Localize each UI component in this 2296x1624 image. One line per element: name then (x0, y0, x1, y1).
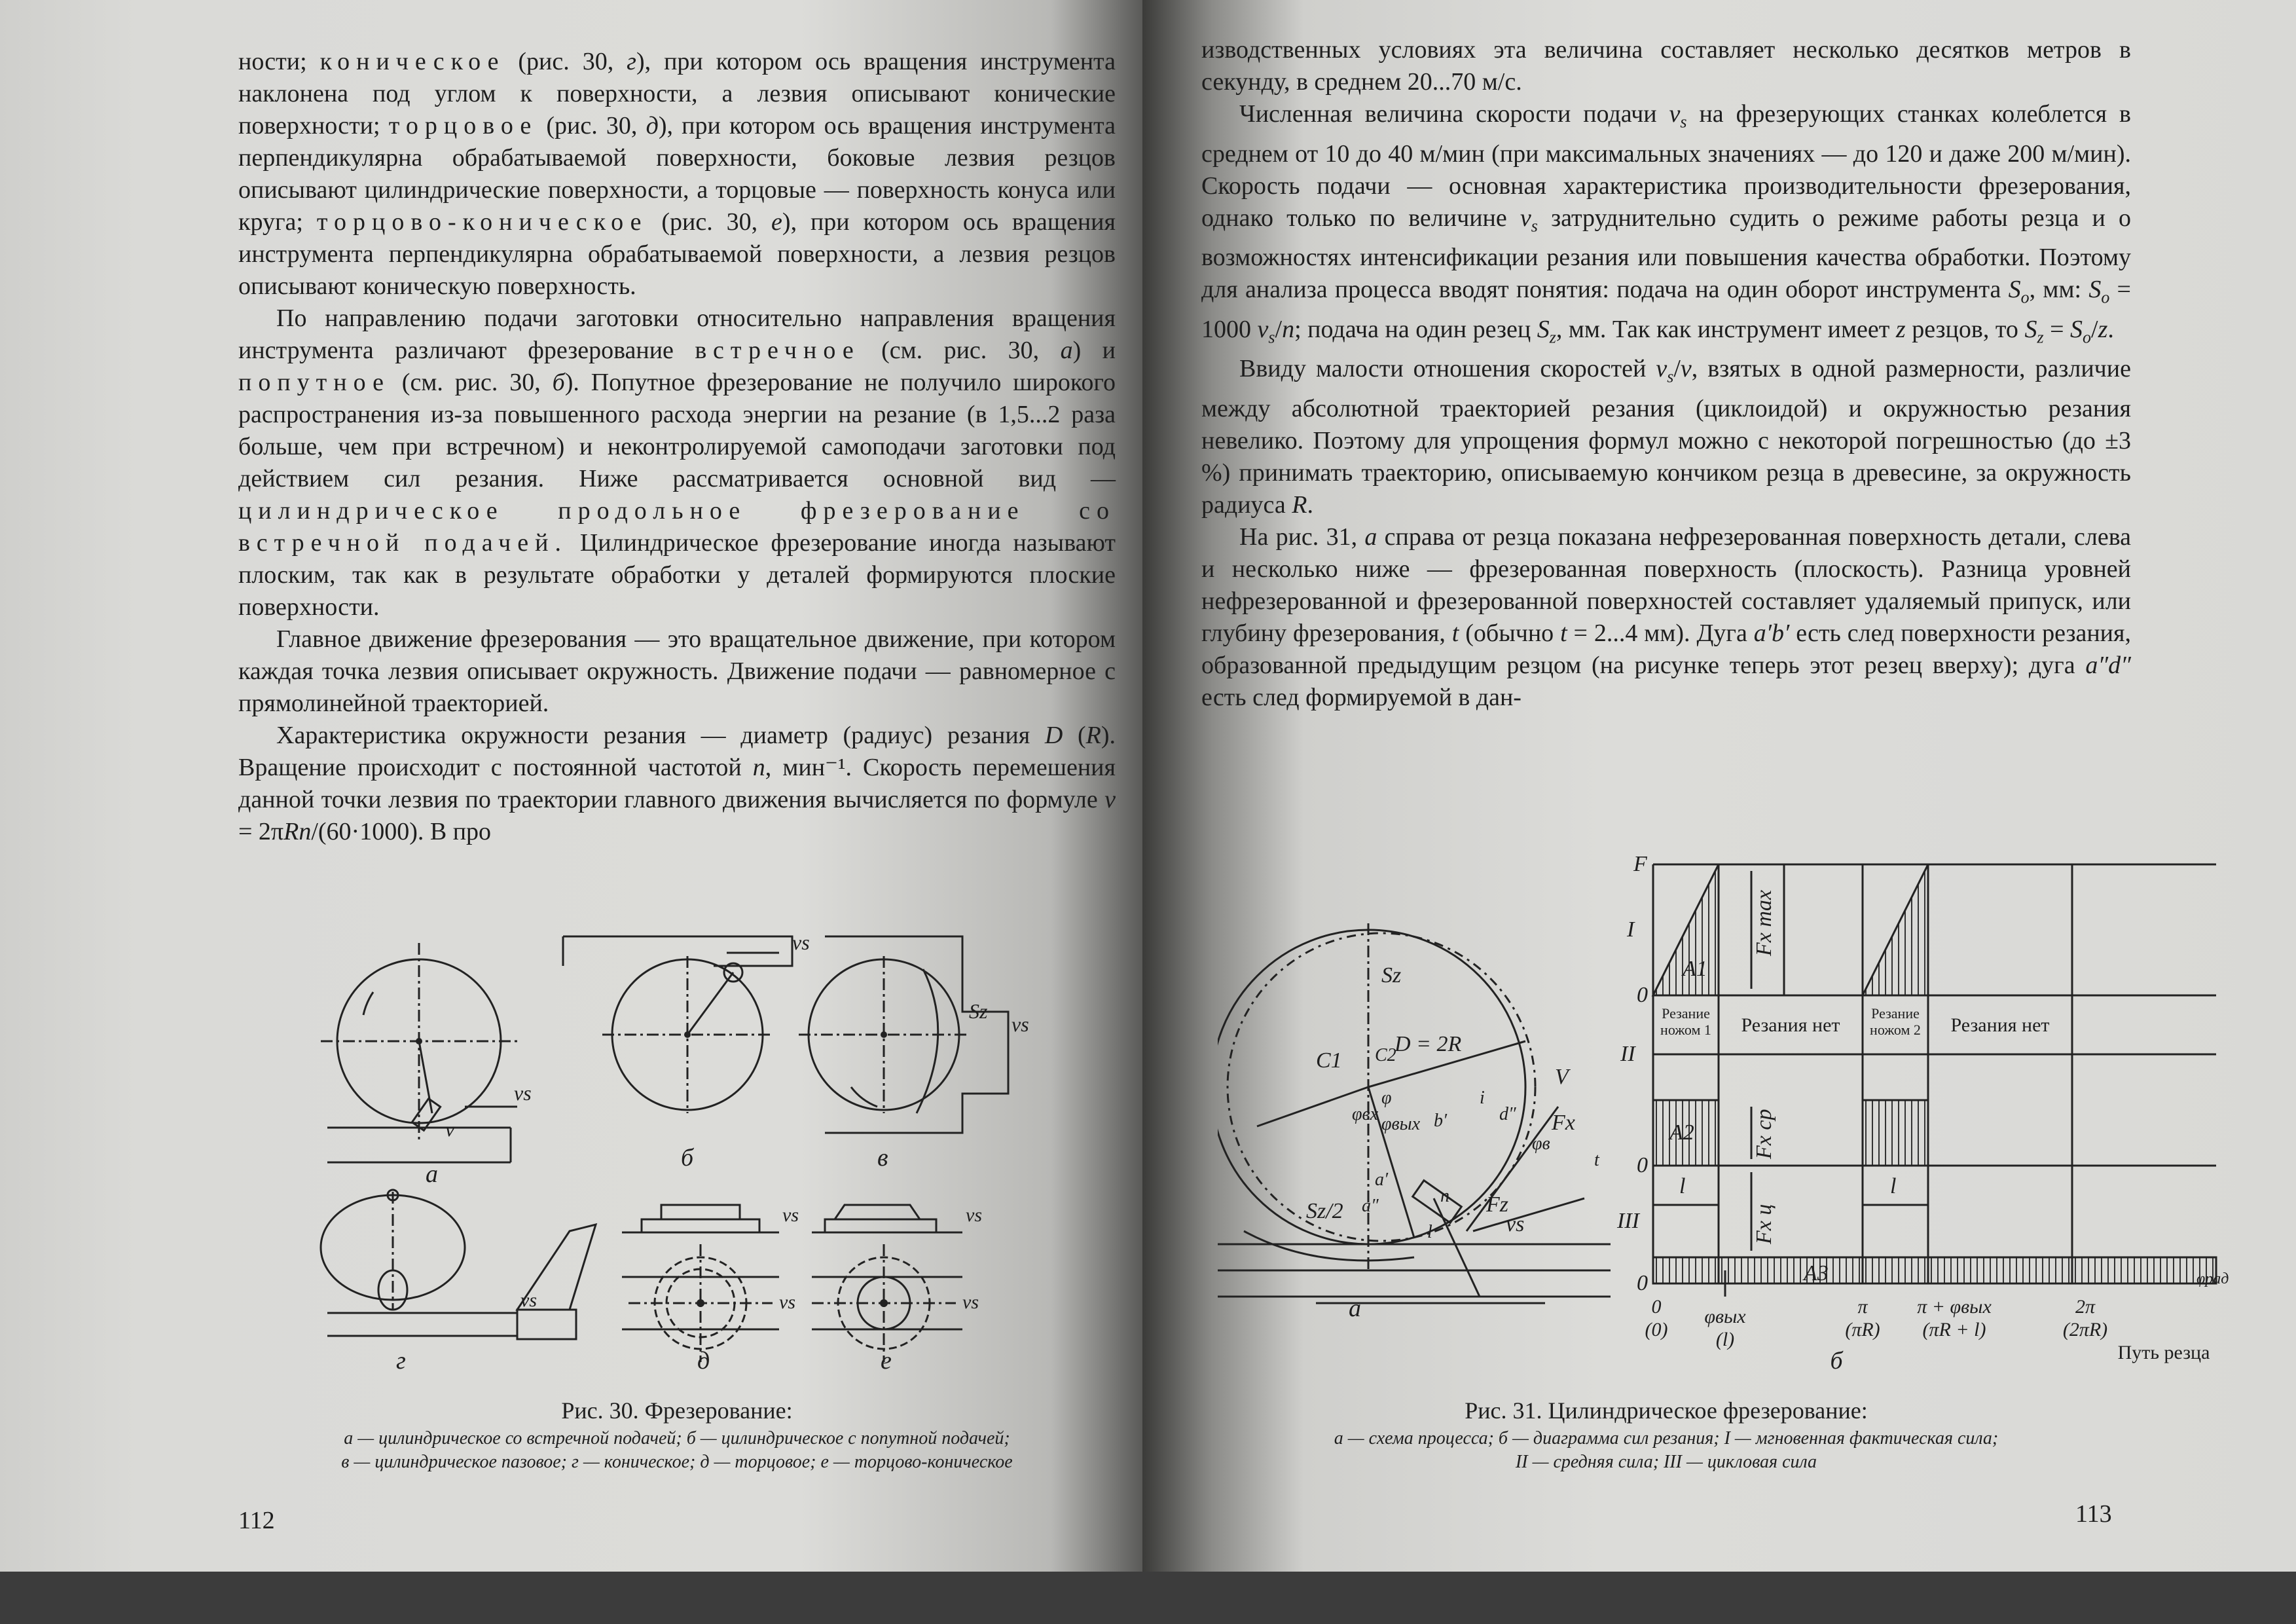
text-span: попутное (238, 369, 390, 396)
text-span: На рис. 31, (1239, 523, 1365, 551)
fig30-sym-vs-v: vs (1011, 1012, 1029, 1036)
text-span: а (1364, 523, 1377, 551)
fig31a-c2: C2 (1375, 1045, 1396, 1065)
fig31b-zero-2: 0 (1637, 1153, 1648, 1177)
fig31a-sz: Sz (1381, 963, 1402, 987)
fig31-label-a: а (1349, 1295, 1361, 1322)
fig31b-phi-rad: φрад (2196, 1270, 2229, 1287)
text-span: v (1669, 100, 1681, 128)
fig30-sym-vs-a: vs (514, 1081, 532, 1105)
text-span: Главное движение фрезерования — это вращательное движение, при котором каждая точка лезвия описывает окружность. Движение подачи — равномерное с прямолинейной траекторией. (238, 625, 1116, 717)
text-span: Ввиду малости отношения скоростей (1239, 355, 1656, 383)
left-paragraph (238, 46, 1116, 303)
fig31b-zero-1: 0 (1637, 983, 1648, 1007)
fig31a-phi-vyh: φвых (1381, 1114, 1421, 1134)
right-page (1142, 0, 2296, 1572)
text-span: s (1680, 112, 1687, 132)
fig30-label-v: в (877, 1144, 888, 1172)
fig30-sym-vs-d2: vs (779, 1291, 795, 1313)
text-span: R (1292, 490, 1307, 519)
text-span: встречное (695, 337, 860, 364)
text-span: n (752, 754, 765, 781)
text-span: S (2008, 276, 2021, 304)
fig31a-Fx: Fx (1552, 1111, 1575, 1135)
fig31a-vs: vs (1506, 1212, 1525, 1236)
left-page-number: 112 (238, 1507, 275, 1534)
text-span: n (1282, 315, 1295, 343)
fig31b-xtick-1-top: φвых (1704, 1306, 1746, 1327)
text-span: коническое (319, 48, 505, 75)
fig31b-A1: A1 (1683, 957, 1707, 981)
text-span: торцово-коническое (316, 208, 648, 236)
fig31b-xtick-4-top: 2π (2075, 1296, 2096, 1318)
text-span: д (646, 112, 659, 139)
fig31b-l2: l (1890, 1174, 1897, 1198)
fig31a-phi-v: φв (1532, 1134, 1550, 1154)
fig31b-xtick-0-top: 0 (1651, 1296, 1662, 1318)
fig31b-row-II: II (1620, 1042, 1635, 1066)
fig31a-c1: C1 (1316, 1048, 1342, 1073)
left-paragraph (238, 720, 1116, 848)
text-span: s (1531, 216, 1538, 236)
fig31a-t: t (1594, 1150, 1599, 1170)
text-span: ности; (238, 48, 320, 75)
right-page-number: 113 (2075, 1500, 2112, 1528)
fig31a-V: V (1555, 1065, 1569, 1089)
fig31b-A3: A3 (1804, 1261, 1829, 1285)
text-span: , мм. Так как инструмент имеет (1556, 315, 1896, 343)
fig30-sym-vs-d1: vs (782, 1204, 799, 1226)
figure-30-caption-line1: а — цилиндрическое со встречной подачей; б — цилиндрическое с попутной подачей; (344, 1428, 1010, 1449)
fig31b-cut2-l1: Резание (1871, 1005, 1920, 1022)
fig30-sym-v: v (445, 1117, 455, 1141)
left-paragraph (238, 623, 1116, 720)
text-span: торцовое (388, 112, 538, 139)
text-span: ; подача на один резец (1294, 315, 1537, 343)
text-span: (см. рис. 30, (860, 337, 1061, 364)
text-span: ) и (1072, 337, 1116, 364)
fig31b-xtick-3-bottom: (πR + l) (1922, 1319, 1986, 1340)
fig30-sym-vs-b: vs (792, 931, 810, 954)
fig31b-zero-3: 0 (1637, 1271, 1648, 1295)
text-span: ), при котором ось вращения инструмента перпендикулярна обрабатываемой поверхности, а лезвия резцов описывают коническую поверхность. (238, 208, 1116, 300)
fig31b-xtick-2-top: π (1857, 1296, 1868, 1318)
text-span: (обычно (1459, 619, 1561, 647)
figure-30-caption-title: Рис. 30. Фрезерование: (561, 1397, 793, 1424)
fig31b-axis-F: F (1633, 852, 1647, 876)
right-paragraph (1201, 521, 2131, 714)
right-page-text (1201, 34, 2131, 714)
left-paragraph (238, 303, 1116, 623)
fig31a-Fz: Fz (1486, 1192, 1508, 1217)
figure-31-caption-line1: а — схема процесса; б — диаграмма сил резания; I — мгновенная фактическая сила; (1334, 1428, 1999, 1449)
fig30-label-d: д (697, 1347, 710, 1375)
text-span: есть след формируемой в дан- (1201, 683, 1522, 711)
text-span: (рис. 30, (538, 112, 646, 139)
text-span: е (771, 208, 782, 236)
fig31a-i: i (1480, 1088, 1485, 1108)
text-span: Цилиндрическое фрезерование иногда называют плоским, так как в результате обработки у деталей формируются плоские поверхности. (238, 529, 1116, 621)
fig30-label-e: е (881, 1347, 892, 1375)
left-page (0, 0, 1142, 1572)
fig31a-phi-vh: φвх (1352, 1104, 1379, 1124)
text-span: o (2020, 287, 2030, 307)
fig31b-cut1-l2: ножом 1 (1660, 1022, 1711, 1038)
text-span: , взятых в одной размерности, различие между абсолютной траекторией резания (циклоидой) и окружностью резания невелико. Поэтому для упрощения формул можно с некоторой погрешностью (до ±3 %) принимать траекторию, описываемую кончиком резца в древесине, за окружность радиуса (1201, 355, 2131, 519)
fig31b-Fx-max: Fx max (1752, 889, 1776, 956)
text-span: / (2091, 315, 2098, 343)
fig31-label-b: б (1830, 1347, 1843, 1375)
text-span: б (552, 369, 565, 396)
text-span: ). Попутное фрезерование не получило широкого распространения из-за повышенного расхода энергии на резание (в 1,5...2 раза больше, чем при встречном) и неконтролируемой самоподачи заготовки под действием сил резания. Ниже рассматривается основной вид — (238, 369, 1116, 492)
fig31b-row-III: III (1617, 1209, 1639, 1233)
figure-31-scheme (1218, 904, 1611, 1329)
text-span: v (1520, 204, 1531, 232)
fig31b-nocut-2: Резания нет (1950, 1014, 2050, 1036)
figure-31-caption-title: Рис. 31. Цилиндрическое фрезерование: (1465, 1397, 1868, 1424)
fig31b-Fx-c: Fx ц (1752, 1204, 1776, 1244)
figure-31-caption-line2: II — средняя сила; III — цикловая сила (1515, 1452, 1817, 1472)
text-span: a′b′ (1753, 619, 1790, 647)
text-span: Характеристика окружности резания — диаметр (радиус) резания (276, 722, 1045, 749)
text-span: = 2π (238, 818, 284, 845)
text-span: s (1268, 327, 1275, 347)
figure-31-diagram (1588, 851, 2242, 1375)
text-span: v (1656, 355, 1667, 383)
text-span: По направлению подачи заготовки относительно направления вращения инструмента различают фрезерование (238, 304, 1116, 364)
text-span: ). Вращение происходит с постоянной частотой (238, 722, 1116, 781)
text-span: z (1895, 315, 1906, 343)
right-paragraph (1201, 34, 2131, 98)
figure-31-caption (1201, 1398, 2131, 1474)
text-span: = 2...4 мм). Дуга (1567, 619, 1754, 647)
fig30-label-a: а (426, 1160, 438, 1188)
text-span: t (1560, 619, 1567, 647)
text-span: v (1104, 786, 1116, 813)
fig31a-a2: a″ (1362, 1196, 1379, 1216)
figure-31b-drawing (1588, 851, 2242, 1375)
text-span: o (2083, 327, 2091, 347)
text-span: s (1667, 367, 1674, 386)
text-span: справа от резца показана нефрезерованная поверхность детали, слева и несколько ниже — фрезерованная поверхность (плоскость). Разница уровней нефрезерованной и фрезерованной поверхностей составляет удаляемый припуск, или глубину фрезерования, (1201, 523, 2131, 647)
fig31b-A2: A2 (1669, 1120, 1694, 1145)
text-span: S (2088, 276, 2102, 304)
text-span: / (1275, 315, 1283, 343)
text-span: S (2024, 315, 2037, 343)
text-span: а (1060, 337, 1073, 364)
text-span: z (2098, 315, 2108, 343)
text-span: (рис. 30, (505, 48, 627, 75)
figure-30 (308, 917, 1080, 1375)
text-span: / (1673, 355, 1681, 383)
fig31b-cut1-l1: Резание (1662, 1005, 1710, 1022)
text-span: = 1000 (1201, 276, 2131, 343)
text-span: t (1451, 619, 1459, 647)
text-span: цилиндрическое продольное фрезерование со встречной подачей. (238, 497, 1116, 557)
text-span: v (1257, 315, 1269, 343)
text-span: ( (1063, 722, 1086, 749)
text-span: затруднительно судить о режиме работы резца и о возможностях интенсификации резания или повышения качества обработки. Поэтому для анализа процесса вводят понятия: подача на один оборот инструмента (1201, 204, 2131, 304)
fig31b-xtick-2-bottom: (πR) (1845, 1319, 1880, 1340)
fig30-sym-vs-e2: vs (962, 1291, 979, 1313)
fig31b-xtick-0-bottom: (0) (1645, 1319, 1668, 1340)
text-span: S (1537, 315, 1550, 343)
fig30-sym-sz: Sz (969, 999, 988, 1023)
text-span: = (2043, 315, 2070, 343)
text-span: v (1680, 355, 1692, 383)
fig31a-a1: a′ (1375, 1170, 1389, 1190)
fig31b-nocut-1: Резания нет (1741, 1014, 1840, 1036)
fig31b-xtick-4-bottom: (2πR) (2062, 1319, 2108, 1340)
left-page-text (238, 46, 1116, 848)
fig31a-sz2: Sz/2 (1306, 1199, 1343, 1223)
text-span: , мм: (2029, 276, 2089, 304)
text-span: R (1085, 722, 1101, 749)
fig31a-l: l (1427, 1222, 1432, 1242)
fig30-label-g: г (396, 1347, 406, 1375)
fig31a-phi: φ (1381, 1088, 1392, 1108)
text-span: /(60·1000). В про (311, 818, 492, 845)
fig30-label-b: б (681, 1144, 694, 1172)
text-span: z (2037, 327, 2044, 347)
text-span: ), при котором ось вращения инструмента перпендикулярна обрабатываемой поверхности, боковые лезвия резцов описывают цилиндрические поверхности, а торцовые — поверхность конуса или круга; (238, 112, 1116, 236)
fig31a-d2r: D = 2R (1394, 1032, 1462, 1056)
text-span: изводственных условиях эта величина составляет несколько десятков метров в секунду, в среднем 20...70 м/с. (1201, 36, 2131, 96)
figure-30-caption-line2: в — цилиндрическое пазовое; г — коническое; д — торцовое; е — торцово-коническое (341, 1452, 1013, 1472)
text-span: Численная величина скорости подачи (1239, 100, 1669, 128)
fig30-sym-vs-e1: vs (966, 1204, 982, 1226)
fig31b-xtick-3-top: π + φвых (1917, 1296, 1992, 1318)
fig31b-xtick-1-bottom: (l) (1715, 1329, 1735, 1350)
fig30-sym-vs-g: vs (520, 1289, 537, 1311)
scanner-background (0, 1572, 2296, 1624)
text-span: резцов, то (1905, 315, 2025, 343)
text-span: . (1307, 490, 1313, 519)
fig31b-l1: l (1679, 1174, 1686, 1198)
text-span: z (1549, 327, 1556, 347)
figure-31a-drawing (1218, 904, 1611, 1329)
right-paragraph (1201, 98, 2131, 353)
text-span: на фрезерующих станках колеблется в среднем от 10 до 40 м/мин (при максимальных значениях — до 120 и даже 200 м/мин). Скорость подачи — основная характеристика производительности фрезерования, однако только по величине (1201, 100, 2131, 232)
fig31a-d1: d″ (1499, 1104, 1516, 1124)
text-span: (см. рис. 30, (390, 369, 553, 396)
text-span: есть след поверхности резания, образованной предыдущим резцом (на рисунке теперь этот резец вверху); дуга (1201, 619, 2131, 679)
fig31a-b1: b′ (1434, 1111, 1448, 1131)
text-span: Rn (283, 818, 312, 845)
figure-30-caption (238, 1398, 1116, 1474)
text-span: (рис. 30, (647, 208, 772, 236)
fig31b-Fx-sr: Fx ср (1752, 1109, 1776, 1159)
right-paragraph (1201, 353, 2131, 521)
fig31b-cut2-l2: ножом 2 (1870, 1022, 1921, 1038)
text-span: ), при котором ось вращения инструмента наклонена под углом к поверхности, а лезвия описывают конические поверхности; (238, 48, 1116, 139)
fig31a-n: n (1440, 1186, 1449, 1206)
text-span: г (627, 48, 636, 75)
fig31b-row-I: I (1627, 917, 1635, 942)
text-span: D (1044, 722, 1063, 749)
text-span: a″d″ (2085, 651, 2131, 679)
text-span: . (2107, 315, 2114, 343)
text-span: , мин⁻¹. Скорость перемешения данной точки лезвия по траектории главного движения вычисляется по формуле (238, 754, 1116, 813)
figure-30-drawing (308, 917, 1080, 1375)
fig31b-x-axis-label: Путь резца (2117, 1342, 2210, 1363)
text-span: o (2101, 287, 2110, 307)
text-span: S (2070, 315, 2083, 343)
